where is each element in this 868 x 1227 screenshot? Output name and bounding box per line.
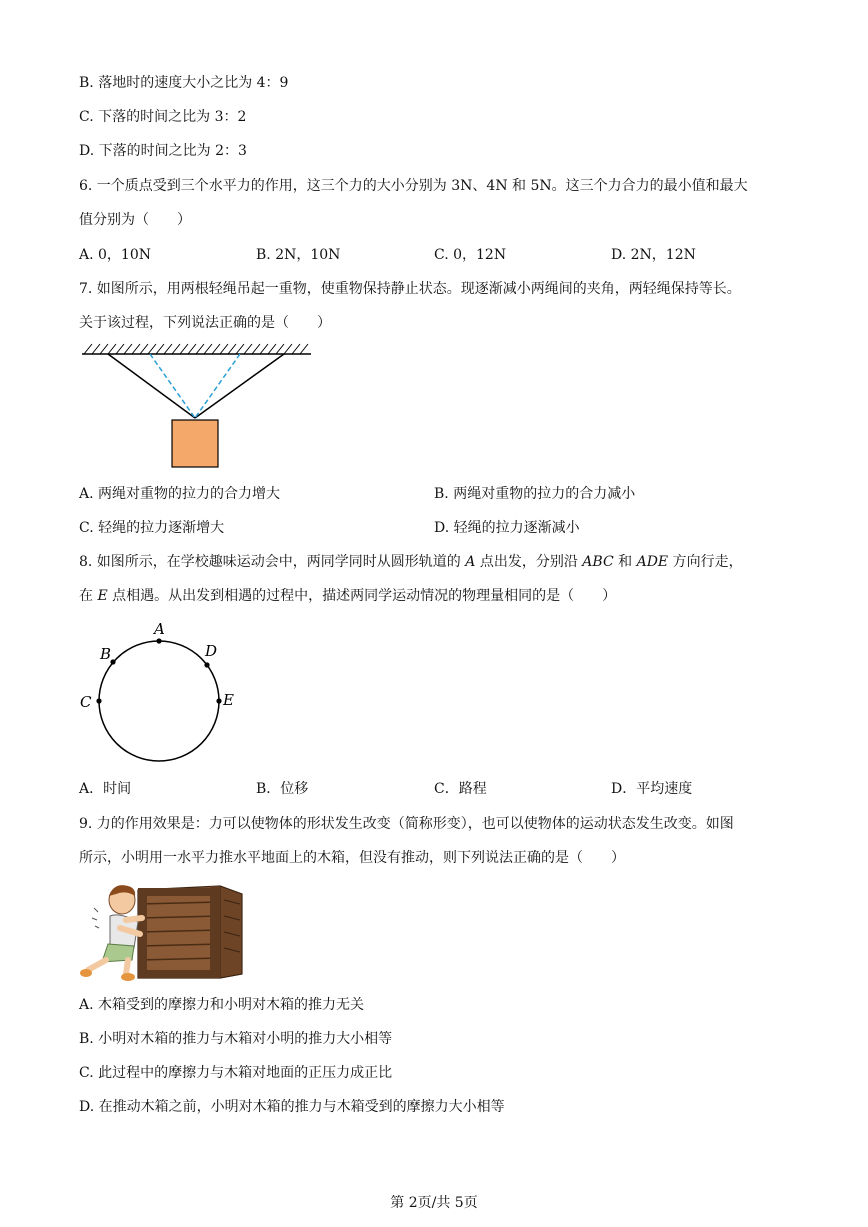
q8-stem-line1: 8. 如图所示，在学校趣味运动会中，两同学同时从圆形轨道的 A 点出发，分别沿 ABC 和 ADE 方向行走， — [79, 554, 743, 570]
label-e: E — [223, 691, 234, 709]
page-footer: 第 2页/共 5页 — [390, 1195, 478, 1211]
left-dashed-rope — [150, 354, 195, 418]
q7-stem-line1: 7. 如图所示，用两根轻绳吊起一重物，使重物保持静止状态。现逐渐减小两绳间的夹角，两轻绳保持等长。 — [79, 281, 741, 297]
q7-stem-line2: 关于该过程，下列说法正确的是（ ） — [79, 315, 331, 331]
q8-option-d: D．平均速度 — [611, 781, 693, 797]
label-a: A — [154, 620, 165, 638]
label-b: B — [100, 645, 112, 663]
point-c — [96, 698, 101, 703]
q6-stem-line1: 6. 一个质点受到三个水平力的作用，这三个力的大小分别为 3N、4N 和 5N。这三个力合力的最小值和最大 — [79, 178, 748, 194]
left-rope — [108, 354, 195, 418]
q9-option-c: C. 此过程中的摩擦力与木箱对地面的正压力成正比 — [79, 1065, 393, 1081]
weight-box — [172, 420, 218, 467]
q7-option-b: B. 两绳对重物的拉力的合力减小 — [434, 486, 636, 502]
boy-pushing-crate-figure — [80, 878, 246, 982]
boy-figure — [80, 885, 142, 981]
q8-option-a: A．时间 — [79, 781, 132, 797]
point-a — [156, 638, 161, 643]
circular-track-figure — [76, 616, 246, 766]
wooden-crate — [138, 886, 242, 978]
q6-option-a: A. 0，10N — [79, 247, 151, 263]
right-rope — [195, 354, 284, 418]
q9-stem-line1: 9. 力的作用效果是：力可以使物体的形状发生改变（简称形变），也可以使物体的运动状态发生改变。如图 — [79, 816, 734, 832]
right-dashed-rope — [195, 354, 240, 418]
label-d: D — [205, 642, 218, 660]
q9-option-a: A. 木箱受到的摩擦力和小明对木箱的推力无关 — [79, 997, 365, 1013]
q8-option-c: C．路程 — [434, 781, 487, 797]
q6-stem-line2: 值分别为（ ） — [79, 212, 191, 228]
hanging-weight-figure — [80, 340, 315, 472]
q6-option-d: D. 2N，12N — [611, 247, 696, 263]
q5-option-c: C. 下落的时间之比为 3：2 — [79, 109, 247, 125]
ceiling — [82, 344, 311, 354]
q8-option-b: B．位移 — [256, 781, 309, 797]
label-c: C — [80, 693, 92, 711]
point-d — [204, 662, 209, 667]
q5-option-b: B. 落地时的速度大小之比为 4：9 — [79, 75, 289, 91]
q7-option-a: A. 两绳对重物的拉力的合力增大 — [79, 486, 281, 502]
point-b — [110, 659, 115, 664]
q9-option-d: D. 在推动木箱之前，小明对木箱的推力与木箱受到的摩擦力大小相等 — [79, 1099, 505, 1115]
circular-track — [99, 641, 219, 761]
q7-option-d: D. 轻绳的拉力逐渐减小 — [434, 520, 580, 536]
q9-option-b: B. 小明对木箱的推力与木箱对小明的推力大小相等 — [79, 1031, 393, 1047]
q9-stem-line2: 所示，小明用一水平力推水平地面上的木箱，但没有推动，则下列说法正确的是（ ） — [79, 850, 625, 866]
q6-option-b: B. 2N，10N — [256, 247, 341, 263]
q5-option-d: D. 下落的时间之比为 2：3 — [79, 143, 247, 159]
q8-stem-line2: 在 E 点相遇。从出发到相遇的过程中，描述两同学运动情况的物理量相同的是（ ） — [79, 588, 617, 604]
q6-option-c: C. 0，12N — [434, 247, 507, 263]
point-e — [216, 698, 221, 703]
q7-option-c: C. 轻绳的拉力逐渐增大 — [79, 520, 225, 536]
